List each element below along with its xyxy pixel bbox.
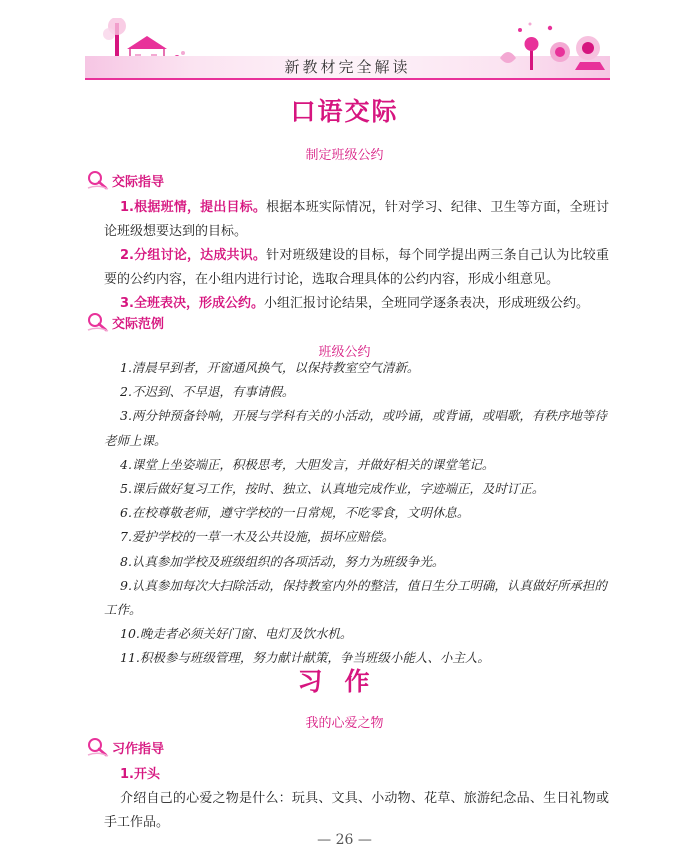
step-1 bbox=[104, 196, 609, 244]
rule-item: 8.认真参加学校及班级组织的各项活动，努力为班级争光。 bbox=[120, 553, 445, 569]
rules-list bbox=[104, 356, 609, 671]
page-number: — 26 — bbox=[317, 832, 372, 848]
rules-title: 班级公约 bbox=[318, 345, 371, 360]
rule-item: 7.爱护学校的一草一木及公共设施，损坏应赔偿。 bbox=[120, 529, 395, 545]
magnifier-icon bbox=[86, 312, 110, 332]
page-header bbox=[85, 18, 610, 78]
step-2-lead: 2.分组讨论，达成共识。 bbox=[120, 248, 267, 263]
step-2 bbox=[104, 244, 609, 292]
guide-steps bbox=[104, 196, 609, 316]
example-label bbox=[86, 312, 164, 332]
flowers-illustration bbox=[490, 18, 610, 78]
example-label-text: 交际范例 bbox=[112, 316, 165, 332]
guide-label bbox=[86, 170, 164, 190]
point-1-label: 1.开头 bbox=[120, 767, 160, 782]
section-title-writing: 习作 bbox=[297, 667, 392, 696]
step-1-text: 根据本班实际情况，针对学习、纪律、卫生等方面，全班讨论班级想要达到的目标。 bbox=[104, 200, 609, 239]
book-title: 新教材完全解读 bbox=[284, 58, 411, 76]
rule-item: 2.不迟到、不早退，有事请假。 bbox=[120, 384, 295, 400]
step-3 bbox=[104, 292, 609, 316]
magnifier-icon bbox=[86, 737, 110, 757]
writing-guide-label bbox=[86, 737, 164, 757]
rule-item: 10.晚走者必须关好门窗、电灯及饮水机。 bbox=[120, 626, 353, 642]
section-subtitle-oral: 制定班级公约 bbox=[305, 148, 384, 163]
rule-item: 4.课堂上坐姿端正，积极思考，大胆发言，并做好相关的课堂笔记。 bbox=[120, 456, 495, 472]
step-3-lead: 3.全班表决，形成公约。 bbox=[120, 296, 264, 311]
step-3-text: 小组汇报讨论结果，全班同学逐条表决，形成班级公约。 bbox=[263, 296, 589, 311]
step-2-text: 针对班级建设的目标，每个同学提出两三条自己认为比较重要的公约内容，在小组内进行讨论，选取合理具体的公约内容，形成小组意见。 bbox=[104, 248, 609, 287]
rule-item: 6.在校尊敬老师，遵守学校的一日常规，不吃零食，文明休息。 bbox=[120, 505, 470, 521]
point-1-text: 介绍自己的心爱之物是什么：玩具、文具、小动物、花草、旅游纪念品、生日礼物或手工作品。 bbox=[104, 791, 609, 830]
guide-label-text: 交际指导 bbox=[112, 174, 165, 190]
magnifier-icon bbox=[86, 170, 110, 190]
rule-item: 5.课后做好复习工作，按时、独立、认真地完成作业，字迹端正，及时订正。 bbox=[120, 481, 545, 497]
rule-item: 11.积极参与班级管理，努力献计献策，争当班级小能人、小主人。 bbox=[120, 650, 490, 666]
step-1-lead: 1.根据班情，提出目标。 bbox=[120, 200, 267, 215]
section-subtitle-writing: 我的心爱之物 bbox=[305, 716, 384, 731]
rule-item: 1.清晨早到者，开窗通风换气，以保持教室空气清新。 bbox=[120, 360, 420, 375]
section-title-oral: 口语交际 bbox=[290, 97, 399, 126]
writing-guide-label-text: 习作指导 bbox=[112, 741, 165, 757]
rule-item: 3.两分钟预备铃响，开展与学科有关的小活动，或吟诵，或背诵，或唱歌，有秩序地等待老师上课。 bbox=[104, 408, 607, 448]
rule-item: 9.认真参加每次大扫除活动，保持教室内外的整洁，值日生分工明确，认真做好所承担的工作。 bbox=[104, 577, 607, 618]
writing-guide bbox=[104, 763, 609, 835]
